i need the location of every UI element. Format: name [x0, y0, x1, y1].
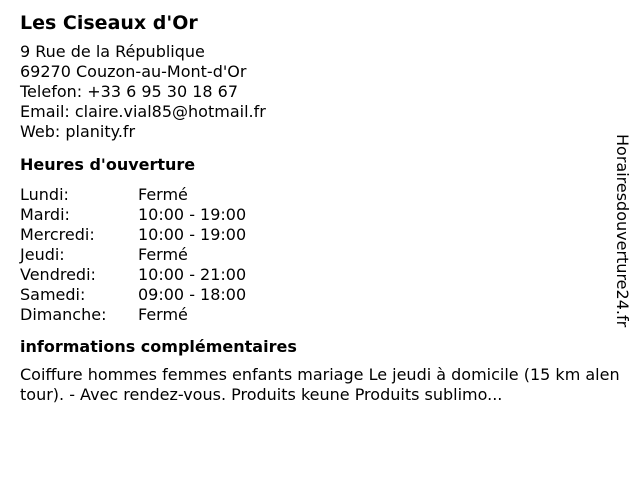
hours-heading: Heures d'ouverture — [20, 155, 196, 174]
day-label: Jeudi: — [20, 245, 65, 264]
business-card — [20, 10, 620, 405]
info-heading: informations complémentaires — [20, 337, 297, 356]
day-label: Lundi: — [20, 185, 69, 204]
phone-line: Telefon: +33 6 95 30 18 67 — [20, 82, 239, 101]
address-line-1: 9 Rue de la République — [20, 42, 205, 61]
hours-value: Fermé — [138, 245, 188, 264]
hours-row-thursday — [20, 245, 610, 265]
address-line-2: 69270 Couzon-au-Mont-d'Or — [20, 62, 247, 81]
hours-row-sunday — [20, 305, 610, 325]
hours-row-saturday — [20, 285, 610, 305]
hours-value: 10:00 - 19:00 — [138, 205, 247, 224]
hours-value: 09:00 - 18:00 — [138, 285, 247, 304]
hours-value: 10:00 - 21:00 — [138, 265, 247, 284]
email-line: Email: claire.vial85@hotmail.fr — [20, 102, 266, 121]
business-name: Les Ciseaux d'Or — [20, 12, 198, 34]
hours-row-monday — [20, 185, 610, 205]
hours-row-tuesday — [20, 205, 610, 225]
day-label: Dimanche: — [20, 305, 107, 324]
day-label: Vendredi: — [20, 265, 96, 284]
hours-value: Fermé — [138, 185, 188, 204]
day-label: Samedi: — [20, 285, 86, 304]
hours-row-friday — [20, 265, 610, 285]
hours-value: Fermé — [138, 305, 188, 324]
vertical-site-watermark: Horairesdouverture24.fr — [613, 134, 632, 328]
day-label: Mercredi: — [20, 225, 95, 244]
info-description: Coiffure hommes femmes enfants mariage Le jeudi à domicile (15 km alentour). - Avec rendez-vous. Produits keune Produits sublimo... — [20, 365, 620, 404]
day-label: Mardi: — [20, 205, 70, 224]
opening-hours-table — [20, 185, 610, 325]
web-line: Web: planity.fr — [20, 122, 136, 141]
hours-value: 10:00 - 19:00 — [138, 225, 247, 244]
hours-row-wednesday — [20, 225, 610, 245]
